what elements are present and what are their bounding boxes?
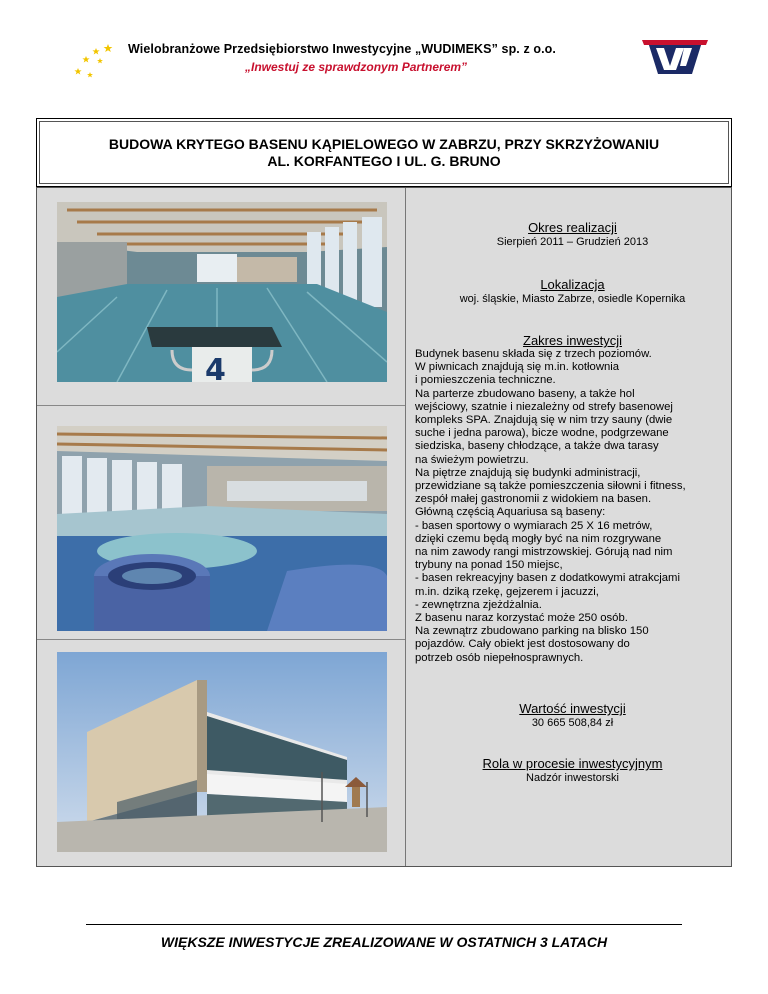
- scope-section: [415, 333, 730, 665]
- project-content-box: [36, 187, 732, 867]
- scope-line: kompleks SPA. Znajdują się w nim trzy sauny (dwie: [415, 414, 673, 427]
- scope-line: m.in. dziką rzekę, gejzerem i jacuzzi,: [415, 585, 599, 598]
- scope-line: Główną częścią Aquariusa są baseny:: [415, 506, 606, 519]
- indoor-recreation-pool-photo: [57, 426, 387, 631]
- footer-divider: [86, 924, 682, 925]
- building-exterior-photo: [57, 652, 387, 852]
- role-section: [415, 756, 730, 784]
- scope-line: przewidziane są także pomieszczenia siłowni i fitness,: [415, 480, 686, 493]
- scope-line: suche i jedna parowa), bicze wodne, podgrzewane: [415, 427, 669, 440]
- role-title: Rola w procesie inwestycyjnym: [482, 756, 663, 771]
- photo-cell-1: [37, 188, 405, 406]
- scope-line: na nim zawody rangi mistrzowskiej. Górują nad nim: [415, 546, 673, 559]
- scope-title: Zakres inwestycji: [523, 333, 622, 348]
- photo-column: [37, 188, 406, 866]
- company-name: Wielobranżowe Przedsiębiorstwo Inwestycyjne „WUDIMEKS” sp. z o.o.: [128, 42, 556, 56]
- location-title: Lokalizacja: [540, 277, 605, 292]
- scope-line: - zewnętrzna zjeżdżalnia.: [415, 598, 542, 611]
- value-title: Wartość inwestycji: [519, 701, 626, 716]
- photo-cell-2: [37, 406, 405, 640]
- scope-description: [415, 348, 730, 665]
- scope-line: pojazdów. Cały obiekt jest dostosowany do: [415, 638, 630, 651]
- period-title: Okres realizacji: [528, 220, 617, 235]
- scope-line: potrzeb osób niepełnosprawnych.: [415, 651, 584, 664]
- scope-line: Na piętrze znajdują się budynki administracji,: [415, 466, 641, 479]
- project-title-line-1: BUDOWA KRYTEGO BASENU KĄPIELOWEGO W ZABRZU, PRZY SKRZYŻOWANIU: [108, 135, 660, 152]
- scope-line: Z basenu naraz korzystać może 250 osób.: [415, 612, 628, 625]
- details-column: [415, 188, 730, 866]
- scope-line: Na zewnątrz zbudowano parking na blisko 150: [415, 625, 649, 638]
- wudimeks-logo-icon: [640, 36, 710, 76]
- scope-line: zespół małej gastronomii z widokiem na basen.: [415, 493, 652, 506]
- page-header: [0, 0, 768, 110]
- value-amount: 30 665 508,84 zł: [531, 717, 614, 729]
- location-section: [415, 277, 730, 305]
- scope-line: siedziska, baseny chłodzące, a także dwa tarasy: [415, 440, 659, 453]
- scope-line: W piwnicach znajdują się m.in. kotłownia: [415, 361, 620, 374]
- value-section: [415, 701, 730, 729]
- location-value: woj. śląskie, Miasto Zabrze, osiedle Kopernika: [459, 293, 686, 305]
- project-title-box: [36, 118, 732, 187]
- indoor-pool-lanes-photo: [57, 202, 387, 382]
- photo-cell-3: [37, 640, 405, 866]
- scope-line: i pomieszczenia techniczne.: [415, 374, 556, 387]
- period-section: [415, 220, 730, 248]
- scope-line: - basen sportowy o wymiarach 25 X 16 metrów,: [415, 519, 653, 532]
- footer-text: WIĘKSZE INWESTYCJE ZREALIZOWANE W OSTATNICH 3 LATACH: [160, 934, 608, 950]
- project-title-line-2: AL. KORFANTEGO I UL. G. BRUNO: [267, 152, 501, 169]
- scope-line: Budynek basenu składa się z trzech poziomów.: [415, 348, 652, 360]
- scope-line: Na parterze zbudowano baseny, a także hol: [415, 387, 635, 400]
- period-value: Sierpień 2011 – Grudzień 2013: [496, 236, 649, 248]
- scope-line: dzięki czemu będą mogły być na nim rozgrywane: [415, 532, 662, 545]
- scope-line: na świeżym powietrzu.: [415, 453, 529, 466]
- company-motto: „Inwestuj ze sprawdzonym Partnerem”: [245, 60, 468, 74]
- role-value: Nadzór inwestorski: [526, 772, 619, 784]
- scope-line: wejściowy, szatnie i niezależny od strefy basenowej: [415, 400, 673, 413]
- scope-line: - basen rekreacyjny basen z dodatkowymi atrakcjami: [415, 572, 680, 585]
- svg-text:4: 4: [205, 353, 226, 382]
- eu-stars-icon: [72, 42, 122, 82]
- scope-line: trybuny na ponad 150 miejsc,: [415, 559, 563, 572]
